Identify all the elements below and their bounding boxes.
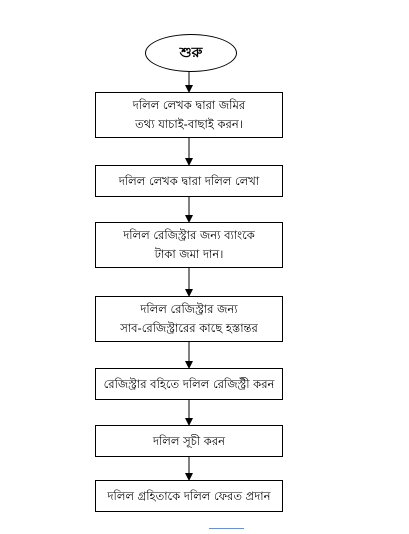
step-4-line-1: দলিল রেজিস্ট্রার জন্য (140, 302, 238, 316)
step-5-text: রেজিস্ট্রার বহিতে দলিল রেজিস্ট্রী করন (103, 376, 275, 391)
step-5-box (95, 368, 283, 400)
step-3-line-2: টাকা জমা দান। (154, 247, 224, 261)
step-3-box (95, 222, 283, 268)
step-3-line-1: দলিল রেজিস্ট্রার জন্য ব্যাংকে (123, 228, 255, 242)
step-1-box (95, 92, 283, 138)
step-6-text: দলিল সূচী করন (152, 433, 226, 448)
start-terminal (145, 34, 237, 72)
step-1-line-2: তথ্য যাচাই-বাছাই করন। (135, 117, 243, 131)
step-4-line-2: সাব-রেজিস্ট্রারের কাছে হস্তান্তর (120, 321, 258, 335)
step-4-text (120, 300, 258, 338)
step-6-box (95, 425, 283, 457)
step-4-box (95, 296, 283, 342)
step-1-text (133, 96, 245, 134)
step-2-box (95, 165, 283, 197)
step-3-text (123, 226, 255, 264)
step-7-text: দলিল গ্রহিতাকে দলিল ফেরত প্রদান (107, 488, 271, 503)
step-2-text: দলিল লেখক দ্বারা দলিল লেখা (118, 173, 260, 188)
start-label: শুরু (179, 45, 203, 61)
step-7-box (95, 480, 283, 512)
step-1-line-1: দলিল লেখক দ্বারা জমির (132, 98, 246, 112)
footer-underline (209, 528, 244, 529)
